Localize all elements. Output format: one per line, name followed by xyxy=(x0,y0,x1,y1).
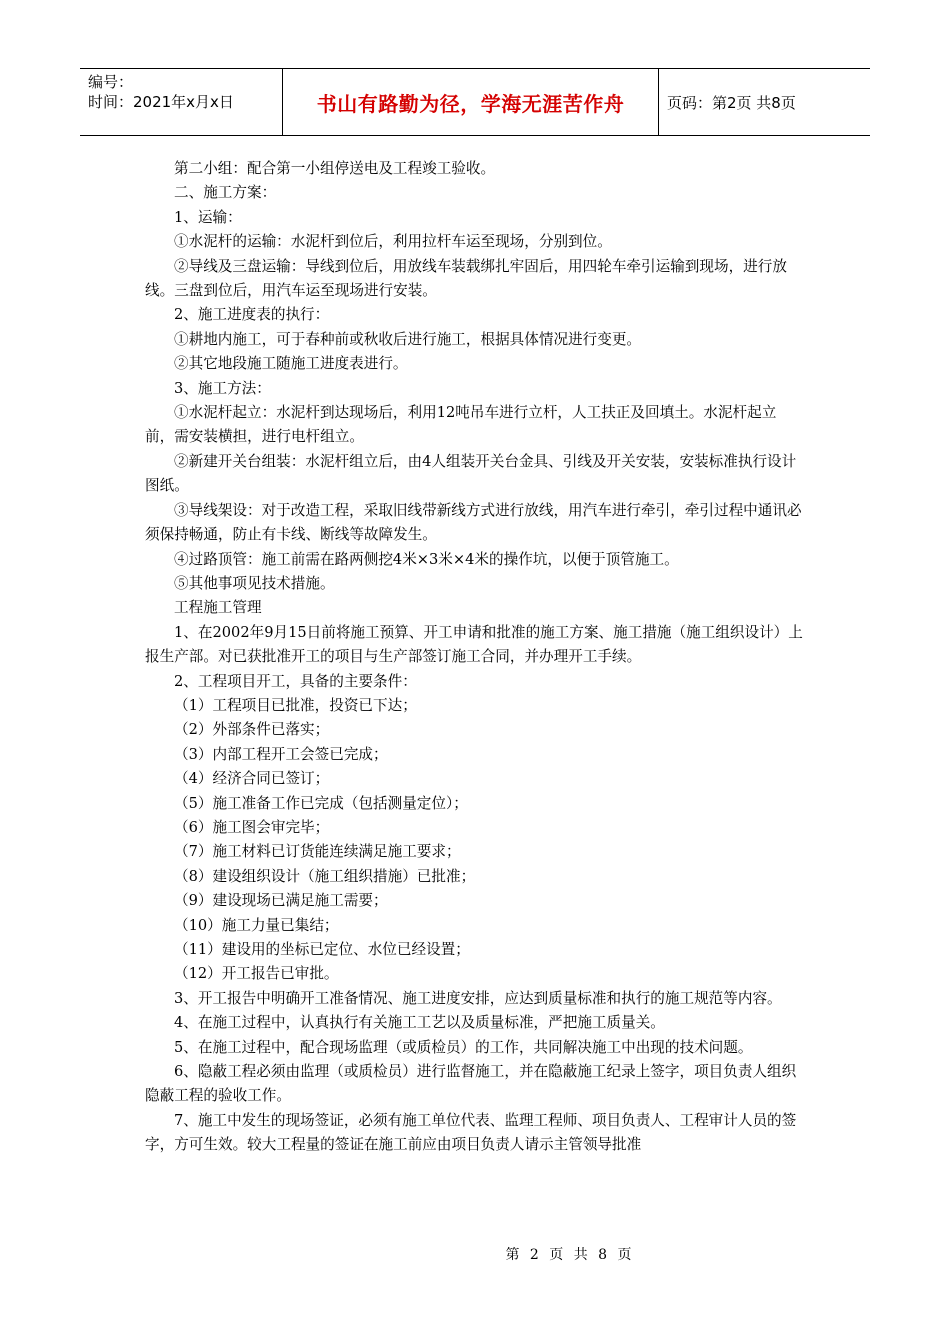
paragraph: ①水泥杆的运输：水泥杆到位后，利用拉杆车运至现场，分别到位。 xyxy=(174,233,612,251)
page-footer: 第 2 页 共 8 页 xyxy=(505,1247,635,1263)
header-meta xyxy=(80,69,283,135)
document-date: 时间：2021年x月x日 xyxy=(88,93,234,111)
paragraph: （7）施工材料已订货能连续满足施工要求； xyxy=(174,843,461,861)
paragraph: （2）外部条件已落实； xyxy=(174,721,330,739)
paragraph: 3、开工报告中明确开工准备情况、施工进度安排，应达到质量标准和执行的施工规范等内容。 xyxy=(174,989,782,1007)
document-body xyxy=(145,157,805,1158)
paragraph: 工程施工管理 xyxy=(174,599,262,617)
paragraph: 第二小组：配合第一小组停送电及工程竣工验收。 xyxy=(174,160,496,177)
paragraph: （10）施工力量已集结； xyxy=(174,916,339,934)
paragraph: ⑤其他事项见技术措施。 xyxy=(174,574,335,592)
paragraph: （5）施工准备工作已完成（包括测量定位）； xyxy=(174,794,468,812)
paragraph: （8）建设组织设计（施工组织措施）已批准； xyxy=(174,867,476,885)
paragraph: （9）建设现场已满足施工需要； xyxy=(174,892,388,910)
paragraph: 6、隐蔽工程必须由监理（或质检员）进行监督施工，并在隐蔽施工纪录上签字，项目负责人组织隐蔽工程的验收工作。 xyxy=(145,1063,797,1105)
paragraph: 1、运输： xyxy=(174,208,242,226)
paragraph: 1、在2002年9月15日前将施工预算、开工申请和批准的施工方案、施工措施（施工组织设计）上报生产部。对已获批准开工的项目与生产部签订施工合同，并办理开工手续。 xyxy=(145,623,803,666)
paragraph: 2、施工进度表的执行： xyxy=(174,306,330,324)
paragraph: ④过路顶管：施工前需在路两侧挖4米×3米×4米的操作坑，以便于顶管施工。 xyxy=(174,550,679,568)
page-header xyxy=(80,68,870,136)
paragraph: 7、施工中发生的现场签证，必须有施工单位代表、监理工程师、项目负责人、工程审计人员的签字，方可生效。较大工程量的签证在施工前应由项目负责人请示主管领导批准 xyxy=(145,1111,797,1154)
paragraph: ②导线及三盘运输：导线到位后，用放线车装载绑扎牢固后，用四轮车牵引运输到现场，进行放线。三盘到位后，用汽车运至现场进行安装。 xyxy=(145,257,787,300)
paragraph: （12）开工报告已审批。 xyxy=(174,965,339,983)
header-motto: 书山有路勤为径，学海无涯苦作舟 xyxy=(283,69,659,135)
document-number-label: 编号： xyxy=(88,73,134,91)
paragraph: 二、施工方案： xyxy=(174,184,277,202)
paragraph: 3、施工方法： xyxy=(174,379,271,397)
paragraph: （3）内部工程开工会签已完成； xyxy=(174,745,388,763)
paragraph: ①水泥杆起立：水泥杆到达现场后，利用12吨吊车进行立杆，人工扶正及回填土。水泥杆起立前，需安装横担，进行电杆组立。 xyxy=(145,404,777,446)
header-page-info: 页码：第2页 共8页 xyxy=(667,93,796,112)
paragraph: （4）经济合同已签订； xyxy=(174,770,330,788)
paragraph: 2、工程项目开工，具备的主要条件： xyxy=(174,672,417,690)
paragraph: ②新建开关台组装：水泥杆组立后，由4人组装开关台金具、引线及开关安装，安装标准执行设计图纸。 xyxy=(145,452,797,495)
paragraph: （6）施工图会审完毕； xyxy=(174,818,330,836)
paragraph: 4、在施工过程中，认真执行有关施工工艺以及质量标准，严把施工质量关。 xyxy=(174,1014,665,1032)
paragraph: （11）建设用的坐标已定位、水位已经设置； xyxy=(174,941,470,958)
paragraph: 5、在施工过程中，配合现场监理（或质检员）的工作，共同解决施工中出现的技术问题。 xyxy=(174,1038,753,1056)
paragraph: ③导线架设：对于改造工程，采取旧线带新线方式进行放线，用汽车进行牵引，牵引过程中通讯必须保持畅通，防止有卡线、断线等故障发生。 xyxy=(145,501,802,544)
paragraph: （1）工程项目已批准，投资已下达； xyxy=(174,696,417,714)
paragraph: ②其它地段施工随施工进度表进行。 xyxy=(174,355,408,373)
paragraph: ①耕地内施工，可于春种前或秋收后进行施工，根据具体情况进行变更。 xyxy=(174,330,642,348)
